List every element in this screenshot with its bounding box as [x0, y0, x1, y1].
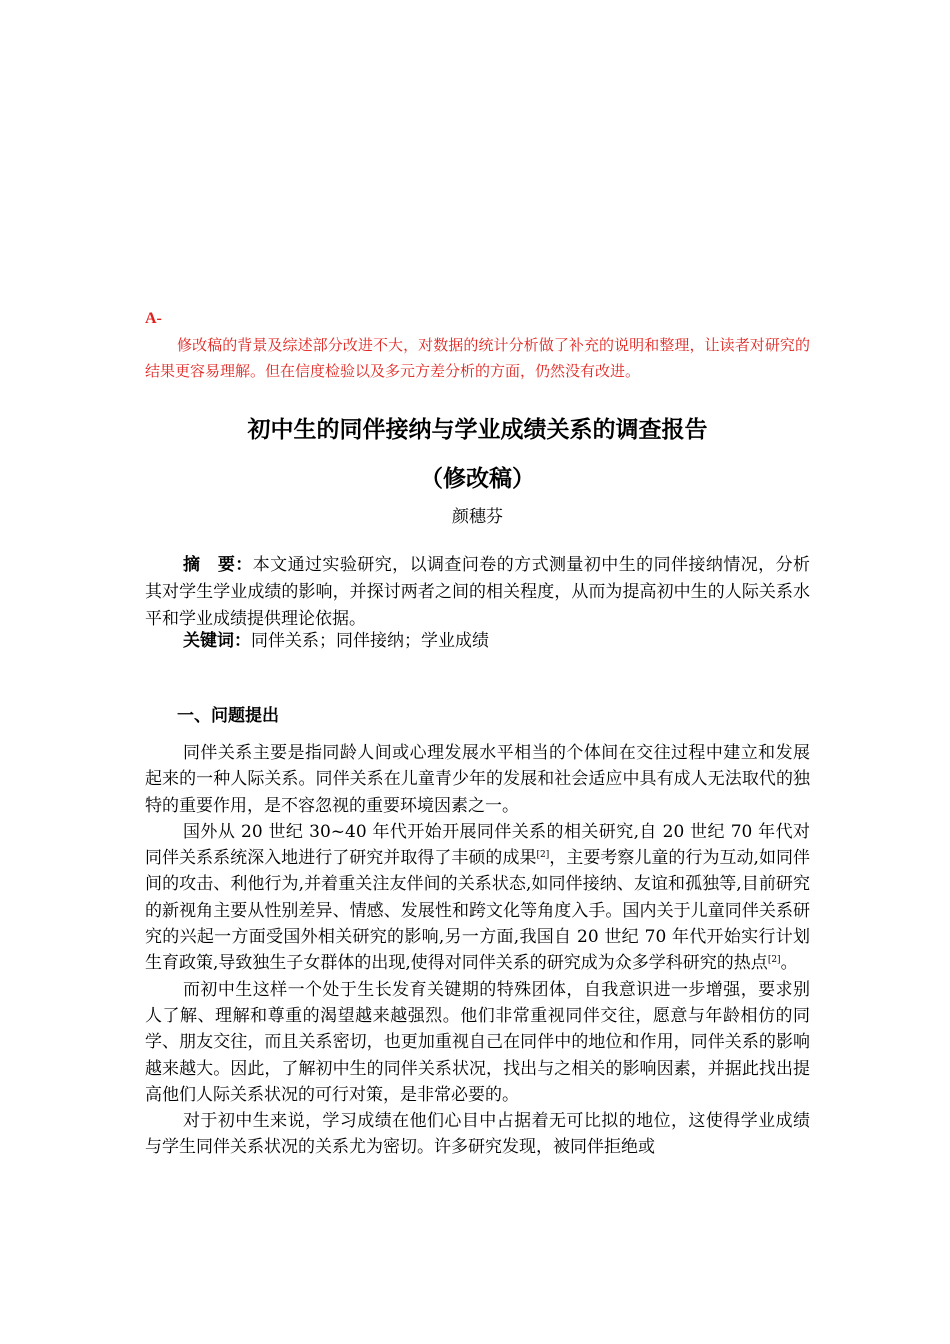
section-body [145, 740, 810, 1161]
paragraph: 而初中生这样一个处于生长发育关键期的特殊团体，自我意识进一步增强，要求别人了解、理解和尊重的渴望越来越强烈。他们非常重视同伴交往，愿意与年龄相仿的同学、朋友交往，而且关系密切，也更加重视自己在同伴中的地位和作用，同伴关系的影响越来越大。因此，了解初中生的同伴关系状况，找出与之相关的影响因素，并据此找出提高他们人际关系状况的可行对策，是非常必要的。 [145, 979, 810, 1105]
paragraph-text: ，主要考察儿童的行为互动,如同伴间的攻击、利他行为,并着重关注友伴间的关系状态,如同伴接纳、友谊和孤独等,目前研究的新视角主要从性别差异、情感、发展性和跨文化等角度入手。国内关于儿童同伴关系研究的兴起一方面受国外相关研究的影响,另一方面,我国自 20 世纪 70 年代开始实行计划生育政策,导致独生子女群体的出现,使得对同伴关系的研究成为众多学科研究的热点 [145, 848, 810, 974]
paper-title: 初中生的同伴接纳与学业成绩关系的调查报告 [247, 416, 708, 443]
paper-author: 颜穗芬 [452, 507, 503, 527]
keywords-text: 同伴关系；同伴接纳；学业成绩 [251, 631, 489, 651]
review-comment-text: 修改稿的背景及综述部分改进不大，对数据的统计分析做了补充的说明和整理，让读者对研究的结果更容易理解。但在信度检验以及多元方差分析的方面，仍然没有改进。 [145, 336, 810, 380]
section-heading: 一、问题提出 [177, 706, 279, 726]
paragraph: 同伴关系主要是指同龄人间或心理发展水平相当的个体间在交往过程中建立和发展起来的一种人际关系。同伴关系在儿童青少年的发展和社会适应中具有成人无法取代的独特的重要作用，是不容忽视的重要环境因素之一。 [145, 743, 810, 816]
paragraph: 对于初中生来说，学习成绩在他们心目中占据着无可比拟的地位，这使得学业成绩与学生同伴关系状况的关系尤为密切。许多研究发现，被同伴拒绝或 [145, 1111, 810, 1158]
keywords [145, 628, 810, 655]
paragraph-text: 。 [780, 953, 798, 974]
review-comment-block [145, 306, 810, 384]
keywords-label: 关键词： [183, 631, 251, 651]
abstract [145, 552, 810, 633]
abstract-text: 本文通过实验研究，以调查问卷的方式测量初中生的同伴接纳情况，分析其对学生学业成绩的影响，并探讨两者之间的相关程度，从而为提高初中生的人际关系水平和学业成绩提供理论依据。 [145, 555, 811, 629]
paper-subtitle: （修改稿） [420, 465, 535, 492]
citation-ref[interactable]: [2] [536, 850, 550, 861]
abstract-label: 摘 要： [183, 555, 253, 575]
paragraph [145, 819, 810, 977]
citation-ref[interactable]: [2] [767, 955, 781, 966]
review-grade: A- [145, 310, 162, 327]
paragraph-text: 国外从 20 世纪 30~40 年代开始开展同伴关系的相关研究,自 20 世纪 70 年代对同伴关系系统深入地进行了研究并取得了丰硕的成果 [145, 821, 810, 869]
